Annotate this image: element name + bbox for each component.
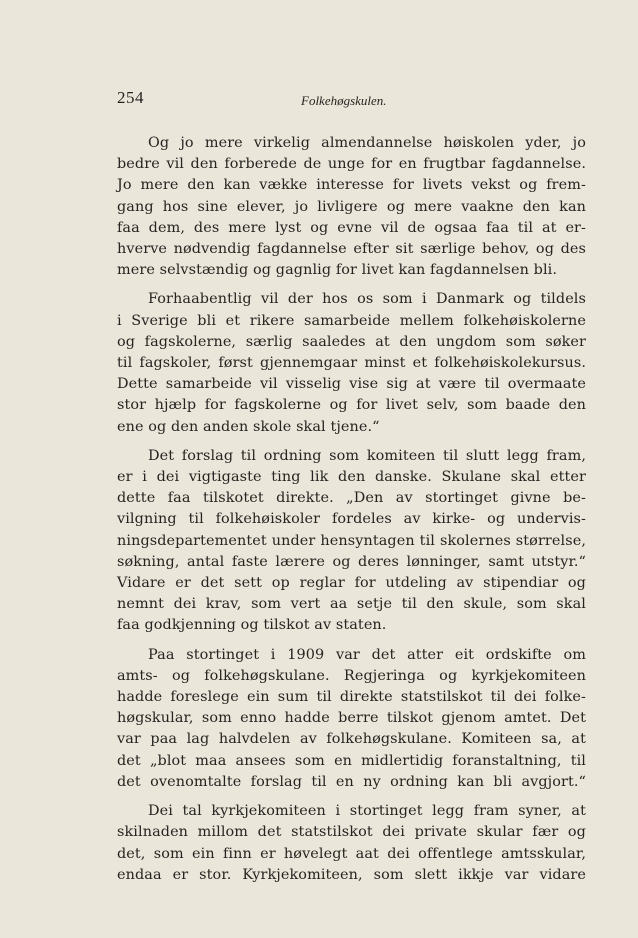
text-line: vilgning til folkehøiskoler fordeles av kirke- og undervis- bbox=[117, 511, 586, 528]
text-line: høgskular, som enno hadde berre tilskot gjenom amtet. Det bbox=[117, 710, 586, 727]
text-line: Jo mere den kan vække interesse for livets vekst og frem- bbox=[117, 177, 586, 194]
text-line: Paa stortinget i 1909 var det atter eit ordskifte om bbox=[148, 646, 586, 663]
text-line: skilnaden millom det statstilskot dei private skular fær og bbox=[117, 824, 586, 841]
text-line: søkning, antal faste lærere og deres lønninger, samt utstyr.“ bbox=[117, 553, 586, 570]
page-header bbox=[117, 88, 587, 112]
text-line: Dette samarbeide vil visselig vise sig at være til overmaate bbox=[117, 376, 586, 393]
text-line: i Sverige bli et rikere samarbeide mellem folkehøiskolerne bbox=[117, 312, 586, 329]
text-line: det, som ein finn er høvelegt aat dei offentlege amtsskular, bbox=[117, 845, 586, 862]
text-line: faa dem, des mere lyst og evne vil de ogsaa faa til at er- bbox=[117, 219, 586, 236]
page-number: 254 bbox=[117, 88, 144, 107]
paragraph bbox=[117, 133, 586, 281]
text-line: og fagskolerne, særlig saaledes at den ungdom som søker bbox=[117, 333, 586, 350]
text-line: gang hos sine elever, jo livligere og mere vaakne den kan bbox=[117, 198, 586, 215]
text-line: bedre vil den forberede de unge for en frugtbar fagdannelse. bbox=[117, 156, 586, 173]
text-line: ningsdepartementet under hensyntagen til skolernes størrelse, bbox=[117, 532, 586, 549]
text-line: nemnt dei krav, som vert aa setje til den skule, som skal bbox=[117, 596, 586, 613]
text-line: det „blot maa ansees som en midlertidig foranstaltning, til bbox=[117, 752, 586, 769]
text-line: var paa lag halvdelen av folkehøgskulane. Komiteen sa, at bbox=[117, 731, 586, 748]
text-line: stor hjælp for fagskolerne og for livet selv, som baade den bbox=[117, 397, 586, 414]
text-line: Dei tal kyrkjekomiteen i stortinget legg fram syner, at bbox=[148, 803, 586, 820]
text-line: dette faa tilskotet direkte. „Den av stortinget givne be- bbox=[117, 490, 586, 507]
text-line: hadde foreslege ein sum til direkte statstilskot til dei folke- bbox=[117, 689, 586, 706]
text-line: Det forslag til ordning som komiteen til slutt legg fram, bbox=[148, 447, 586, 464]
text-line: er i dei vigtigaste ting lik den danske. Skulane skal etter bbox=[117, 469, 586, 486]
text-line: faa godkjenning og tilskot av staten. bbox=[117, 617, 387, 634]
paragraph bbox=[117, 645, 586, 793]
text-line: det ovenomtalte forslag til en ny ordning kan bli avgjort.“ bbox=[117, 773, 586, 790]
text-line: til fagskoler, først gjennemgaar minst et folkehøiskolekursus. bbox=[117, 355, 586, 372]
body-text bbox=[117, 133, 586, 886]
text-line: amts- og folkehøgskulane. Regjeringa og kyrkjekomiteen bbox=[117, 667, 586, 684]
text-line: endaa er stor. Kyrkjekomiteen, som slett ikkje var vidare bbox=[117, 866, 586, 883]
text-line: mere selvstændig og gagnlig for livet kan fagdannelsen bli. bbox=[117, 262, 558, 279]
paragraph bbox=[117, 446, 586, 637]
text-line: Forhaabentlig vil der hos os som i Danmark og tildels bbox=[148, 291, 586, 308]
running-head: Folkehøgskulen. bbox=[301, 93, 387, 108]
text-line: ene og den anden skole skal tjene.“ bbox=[117, 418, 380, 435]
paragraph bbox=[117, 801, 586, 886]
paragraph bbox=[117, 289, 586, 437]
text-line: Vidare er det sett op reglar for utdeling av stipendiar og bbox=[117, 575, 586, 592]
text-line: Og jo mere virkelig almendannelse høiskolen yder, jo bbox=[148, 135, 586, 151]
text-line: hverve nødvendig fagdannelse efter sit særlige behov, og des bbox=[117, 241, 586, 258]
